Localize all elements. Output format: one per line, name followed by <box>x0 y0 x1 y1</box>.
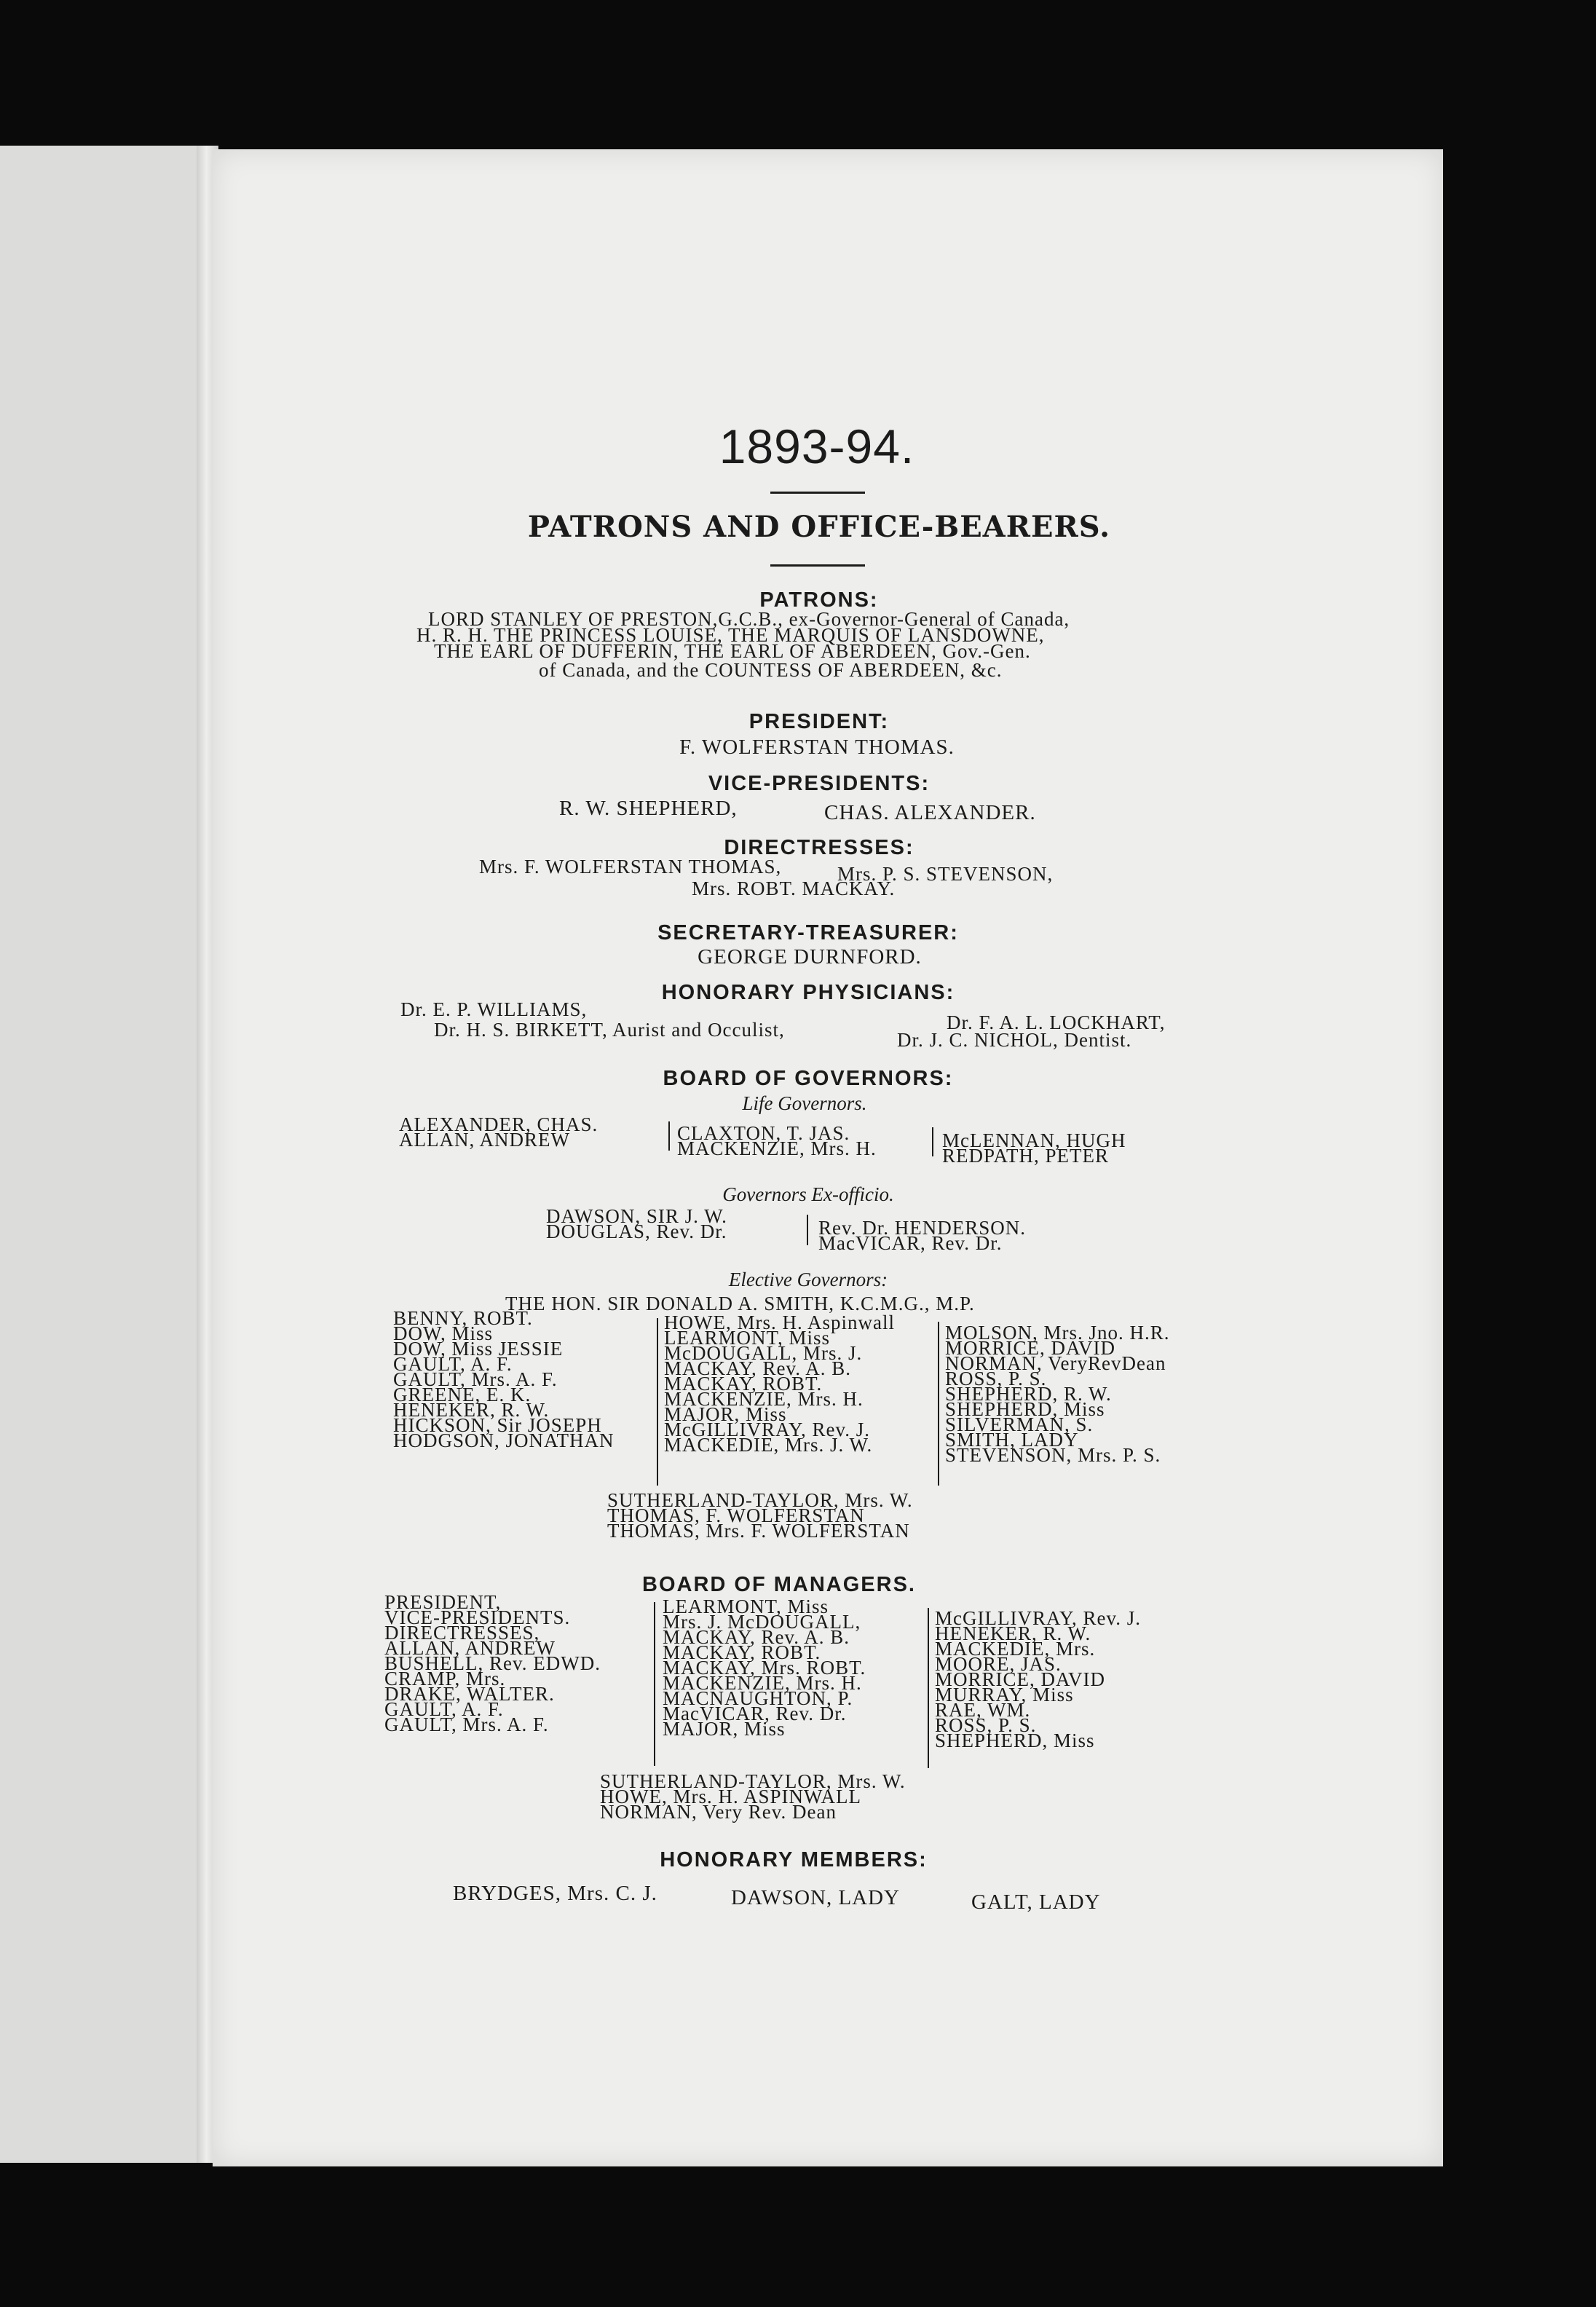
vice-president-name: R. W. SHEPHERD, <box>559 797 738 820</box>
patron-line: THE EARL OF DUFFERIN, THE EARL OF ABERDEEN, Gov.-Gen. <box>434 640 1031 662</box>
facing-page <box>0 146 213 2163</box>
managers-col: PRESIDENT, VICE-PRESIDENTS. DIRECTRESSES, ALLAN, ANDREW BUSHELL, Rev. EDWD. CRAMP, Mrs. DRAKE, WALTER. GAULT, A. F. GAULT, Mrs. A. F. <box>384 1591 601 1735</box>
elective-col: HOWE, Mrs. H. Aspinwall LEARMONT, Miss McDOUGALL, Mrs. J. MACKAY, Rev. A. B. MACKAY, ROBT. MACKENZIE, Mrs. H. MAJOR, Miss McGILLIVRAY, Rev. J. MACKEDIE, Mrs. J. W. <box>664 1312 895 1456</box>
governors-heading: BOARD OF GOVERNORS: <box>663 1067 954 1090</box>
column-divider <box>938 1322 939 1486</box>
divider-rule <box>770 564 865 567</box>
exofficio-col: DAWSON, SIR J. W. DOUGLAS, Rev. Dr. <box>546 1205 727 1242</box>
exofficio-label: Governors Ex-officio. <box>722 1183 894 1205</box>
president-heading: PRESIDENT: <box>748 710 890 733</box>
honorary-members-heading: HONORARY MEMBERS: <box>660 1848 928 1872</box>
honorary-member: DAWSON, LADY <box>731 1886 900 1909</box>
directress-name: Mrs. ROBT. MACKAY. <box>692 878 896 899</box>
president-name: F. WOLFERSTAN THOMAS. <box>679 736 955 759</box>
directress-name: Mrs. F. WOLFERSTAN THOMAS, <box>479 856 782 878</box>
life-governors-col: CLAXTON, T. JAS. MACKENZIE, Mrs. H. <box>677 1122 877 1159</box>
column-divider <box>932 1127 933 1156</box>
vice-presidents-heading: VICE-PRESIDENTS: <box>708 772 931 795</box>
physician-name: Dr. J. C. NICHOL, Dentist. <box>897 1029 1132 1051</box>
column-divider <box>654 1602 655 1766</box>
patrons-heading: PATRONS: <box>759 588 879 612</box>
physician-name: Dr. F. A. L. LOCKHART, <box>947 1011 1166 1033</box>
physicians-heading: HONORARY PHYSICIANS: <box>661 981 955 1004</box>
secretary-heading: SECRETARY-TREASURER: <box>657 921 959 945</box>
vice-president-name: CHAS. ALEXANDER. <box>824 801 1036 824</box>
year-heading: 1893-94. <box>719 419 915 473</box>
elective-col: BENNY, ROBT. DOW, Miss DOW, Miss JESSIE GAULT, A. F. GAULT, Mrs. A. F. GREENE, E. K. HENEKER, R. W. HICKSON, Sir JOSEPH HODGSON, JONATHAN <box>393 1307 615 1451</box>
managers-col: LEARMONT, Miss Mrs. J. McDOUGALL, MACKAY, Rev. A. B. MACKAY, ROBT. MACKAY, Mrs. ROBT. MACKENZIE, Mrs. H. MACNAUGHTON, P. MacVICAR, Rev. Dr. MAJOR, Miss <box>663 1596 866 1740</box>
elective-col: MOLSON, Mrs. Jno. H.R. MORRICE, DAVID NORMAN, VeryRevDean ROSS, P. S. SHEPHERD, R. W. SHEPHERD, Miss SILVERMAN, S. SMITH, LADY STEVENSON, Mrs. P. S. <box>945 1322 1170 1466</box>
physician-name: Dr. E. P. WILLIAMS, <box>400 998 588 1020</box>
column-divider <box>657 1318 658 1486</box>
managers-heading: BOARD OF MANAGERS. <box>642 1573 916 1596</box>
life-governors-col: McLENNAN, HUGH REDPATH, PETER <box>942 1129 1126 1167</box>
honorary-member: GALT, LADY <box>971 1890 1101 1914</box>
elective-bottom: SUTHERLAND-TAYLOR, Mrs. W. THOMAS, F. WOLFERSTAN THOMAS, Mrs. F. WOLFERSTAN <box>607 1489 913 1542</box>
divider-rule <box>770 492 865 494</box>
honorary-member: BRYDGES, Mrs. C. J. <box>453 1882 657 1905</box>
patron-line: of Canada, and the COUNTESS OF ABERDEEN, &c. <box>539 659 1003 681</box>
managers-bottom: SUTHERLAND-TAYLOR, Mrs. W. HOWE, Mrs. H. ASPINWALL NORMAN, Very Rev. Dean <box>600 1770 906 1823</box>
life-governors-col: ALEXANDER, CHAS. ALLAN, ANDREW <box>399 1113 598 1151</box>
patron-line: LORD STANLEY OF PRESTON,G.C.B., ex-Governor-General of Canada, <box>428 608 1070 630</box>
patron-line: H. R. H. THE PRINCESS LOUISE, THE MARQUIS OF LANSDOWNE, <box>416 624 1045 646</box>
physician-name: Dr. H. S. BIRKETT, Aurist and Occulist, <box>434 1019 785 1041</box>
secretary-name: GEORGE DURNFORD. <box>698 945 922 969</box>
exofficio-col: Rev. Dr. HENDERSON. MacVICAR, Rev. Dr. <box>818 1217 1026 1254</box>
elective-top: THE HON. SIR DONALD A. SMITH, K.C.M.G., M.P. <box>505 1293 975 1314</box>
life-governors-label: Life Governors. <box>742 1092 867 1114</box>
page-title: PATRONS AND OFFICE-BEARERS. <box>527 510 1111 544</box>
directress-name: Mrs. P. S. STEVENSON, <box>837 863 1054 885</box>
column-divider <box>928 1608 929 1768</box>
column-divider <box>668 1121 670 1151</box>
elective-label: Elective Governors: <box>728 1269 888 1290</box>
managers-col: McGILLIVRAY, Rev. J. HENEKER, R. W. MACKEDIE, Mrs. MOORE, JAS. MORRICE, DAVID MURRAY, Miss RAE, WM. ROSS, P. S. SHEPHERD, Miss <box>935 1607 1141 1751</box>
column-divider <box>807 1215 808 1245</box>
directresses-heading: DIRECTRESSES: <box>724 836 914 859</box>
